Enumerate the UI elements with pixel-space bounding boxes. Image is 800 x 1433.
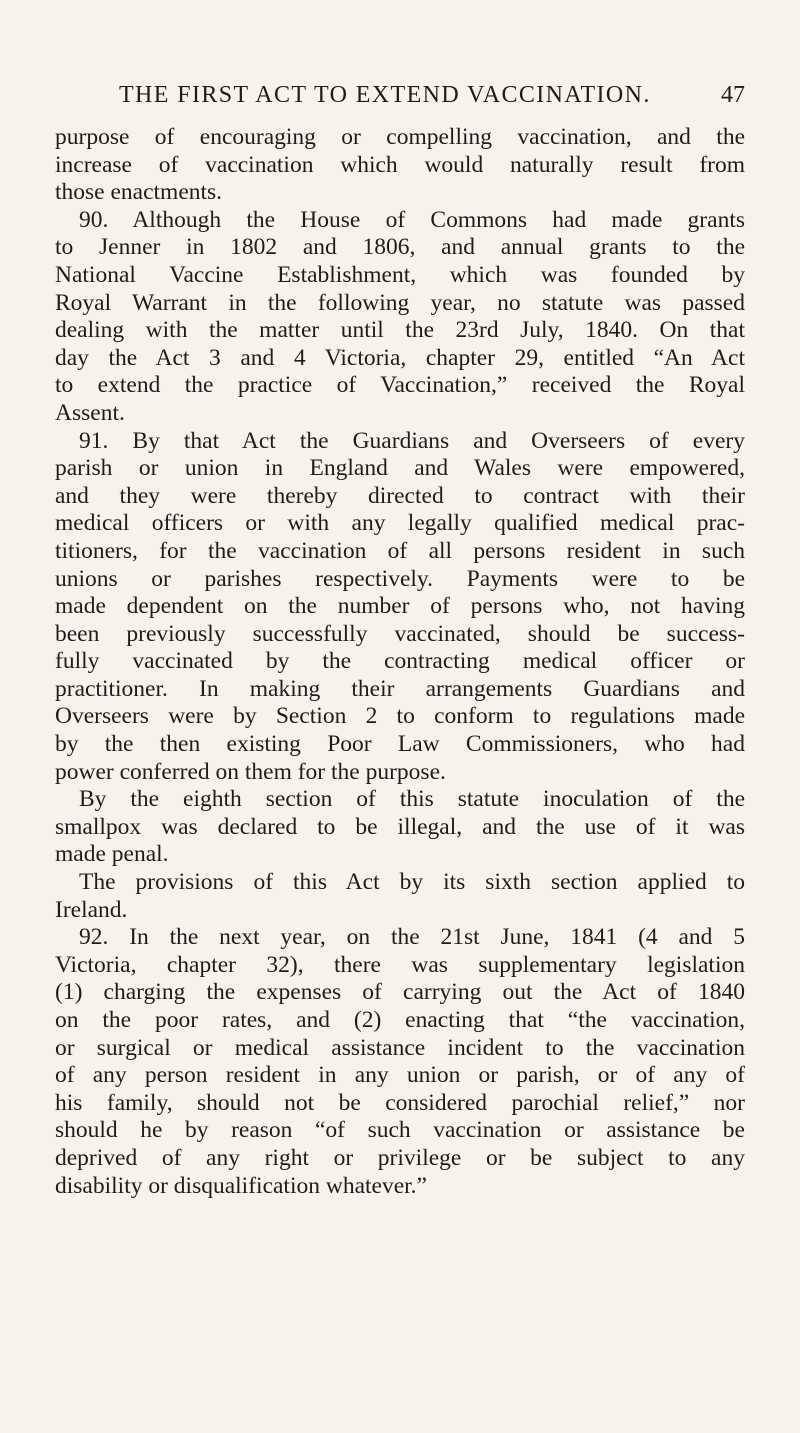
text-line: to Jenner in 1802 and 1806, and annual grants to the [55,234,745,261]
paragraph-eighth-section: By the eighth section of this statute inoculation of the [79,786,745,813]
text-line: smallpox was declared to be illegal, and the use of it was [55,813,745,840]
text-line: on the poor rates, and (2) enacting that “the vaccination, [55,1007,745,1033]
text-line: Ireland. [55,896,128,923]
text-line: power conferred on them for the purpose. [55,758,446,785]
text-line: practitioner. In making their arrangements Guardians and [55,675,745,702]
text-line: and they were thereby directed to contract with their [55,482,745,509]
text-line: titioners, for the vaccination of all persons resident in such [55,537,745,564]
text-line: increase of vaccination which would naturally result from [55,151,745,178]
text-line: Overseers were by Section 2 to conform to regulations made [55,703,745,730]
text-line: National Vaccine Establishment, which was founded by [55,261,745,288]
paragraph-ireland: The provisions of this Act by its sixth section applied to [79,869,745,896]
text-line: fully vaccinated by the contracting medical officer or [55,648,745,675]
text-line: made penal. [55,841,169,868]
text-line: disability or disqualification whatever.” [55,1172,427,1199]
text-line: of any person resident in any union or parish, or of any of [55,1062,745,1089]
text-line: Royal Warrant in the following year, no statute was passed [55,289,745,316]
text-line: deprived of any right or privilege or be subject to any [55,1144,745,1171]
text-line: parish or union in England and Wales were empowered, [55,455,745,482]
text-line: Victoria, chapter 32), there was supplementary legislation [55,951,745,978]
body-text [55,124,745,1200]
text-line: should he by reason “of such vaccination or assistance be [55,1117,745,1144]
text-line: unions or parishes respectively. Payments were to be [55,565,745,592]
running-head [55,82,745,112]
text-line: been previously successfully vaccinated, should be success- [55,620,745,647]
text-line: made dependent on the number of persons who, not having [55,593,745,620]
text-line: Assent. [55,399,125,426]
text-line: or surgical or medical assistance incident to the vaccination [55,1034,745,1061]
text-line: his family, should not be considered parochial relief,” nor [55,1089,745,1116]
paragraph-92-start: 92. In the next year, on the 21st June, 1841 (4 and 5 [79,924,745,951]
text-line: medical officers or with any legally qualified medical prac- [55,510,745,537]
text-line: those enactments. [55,179,223,206]
text-line: dealing with the matter until the 23rd July, 1840. On that [55,317,745,344]
running-title: THE FIRST ACT TO EXTEND VACCINATION. [119,82,651,108]
paragraph-91-start: 91. By that Act the Guardians and Overseers of every [79,427,745,454]
text-line: purpose of encouraging or compelling vaccination, and the [55,124,745,150]
text-line: day the Act 3 and 4 Victoria, chapter 29, entitled “An Act [55,344,745,371]
text-line: (1) charging the expenses of carrying out the Act of 1840 [55,979,745,1006]
text-line: to extend the practice of Vaccination,” received the Royal [55,372,745,399]
text-line: by the then existing Poor Law Commissioners, who had [55,731,745,758]
page-number: 47 [721,82,745,108]
paragraph-90-start: 90. Although the House of Commons had made grants [79,206,745,233]
